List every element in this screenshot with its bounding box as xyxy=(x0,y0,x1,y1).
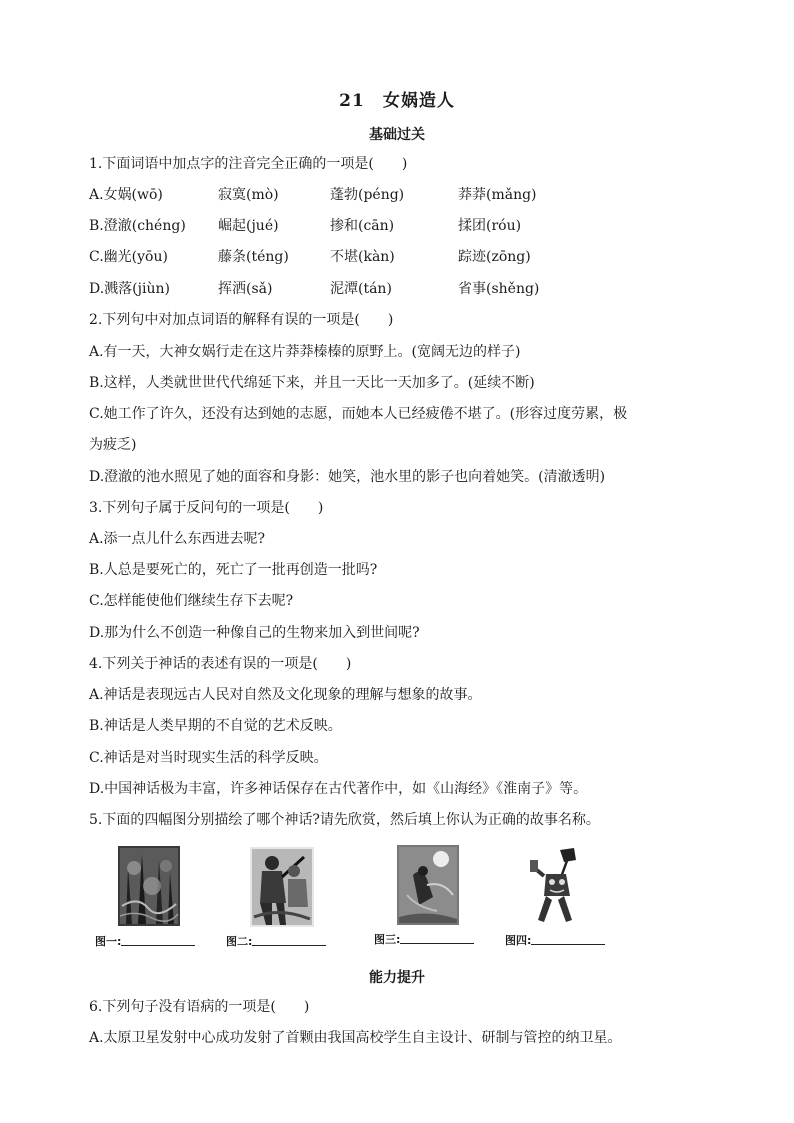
q6-option-a: A.太原卫星发射中心成功发射了首颗由我国高校学生自主设计、研制与管控的纳卫星。 xyxy=(89,1030,622,1046)
figure-4-image xyxy=(526,846,588,926)
q2-option-c: C.她工作了许久，还没有达到她的志愿，而她本人已经疲倦不堪了。(形容过度劳累，极 xyxy=(89,406,628,422)
page-title: 21 女娲造人 xyxy=(339,91,455,111)
q2-option-a: A.有一天，大神女娲行走在这片莽莽榛榛的原野上。(宽阔无边的样子) xyxy=(89,344,521,360)
q3-option-d: D.那为什么不创造一种像自己的生物来加入到世间呢? xyxy=(89,625,420,641)
q2-option-d: D.澄澈的池水照见了她的面容和身影：她笑，池水里的影子也向着她笑。(清澈透明) xyxy=(89,469,606,485)
q1-option: 揉团(róu) xyxy=(458,218,522,234)
question-1-stem: 1.下面词语中加点字的注音完全正确的一项是( ) xyxy=(89,156,408,172)
question-6-stem: 6.下列句子没有语病的一项是( ) xyxy=(89,999,310,1015)
caption-label: 图一: xyxy=(95,935,122,948)
question-3-stem: 3.下列句子属于反问句的一项是( ) xyxy=(89,500,324,516)
q1-option: 蓬勃(péng) xyxy=(330,187,405,203)
q1-option: 莽莽(mǎng) xyxy=(458,187,537,203)
figure-3-caption xyxy=(374,931,474,947)
q1-option: 泥潭(tán) xyxy=(330,281,392,297)
q1-option: 踪迹(zōng) xyxy=(458,249,531,265)
figure-3-image xyxy=(397,845,459,925)
q1-option: A.女娲(wō) xyxy=(89,187,163,203)
q4-option-d: D.中国神话极为丰富，许多神话保存在古代著作中，如《山海经》《淮南子》等。 xyxy=(89,781,588,797)
q1-option: 藤条(téng) xyxy=(218,249,289,265)
q2-option-b: B.这样，人类就世世代代绵延下来，并且一天比一天加多了。(延续不断) xyxy=(89,375,535,391)
figure-1-image xyxy=(118,846,180,926)
q4-option-c: C.神话是对当时现实生活的科学反映。 xyxy=(89,750,328,766)
figure-2-caption xyxy=(226,933,326,949)
q3-option-c: C.怎样能使他们继续生存下去呢? xyxy=(89,593,294,609)
section-heading-advanced: 能力提升 xyxy=(369,970,425,986)
caption-label: 图二: xyxy=(226,935,253,948)
figure-4-caption xyxy=(505,932,605,948)
q3-option-b: B.人总是要死亡的，死亡了一批再创造一批吗? xyxy=(89,562,378,578)
q1-option: D.溅落(jiùn) xyxy=(89,281,170,297)
question-4-stem: 4.下列关于神话的表述有误的一项是( ) xyxy=(89,656,352,672)
q1-option: 省事(shěng) xyxy=(458,281,540,297)
q4-option-b: B.神话是人类早期的不自觉的艺术反映。 xyxy=(89,718,342,734)
q1-option: 不堪(kàn) xyxy=(330,249,395,265)
q3-option-a: A.添一点儿什么东西进去呢? xyxy=(89,531,266,547)
q1-option: C.幽光(yōu) xyxy=(89,249,168,265)
q1-option: B.澄澈(chéng) xyxy=(89,218,186,234)
question-5-stem: 5.下面的四幅图分别描绘了哪个神话?请先欣赏，然后填上你认为正确的故事名称。 xyxy=(89,812,600,828)
q1-option: 挥洒(sǎ) xyxy=(218,281,273,297)
caption-label: 图三: xyxy=(374,933,401,946)
answer-blank[interactable] xyxy=(252,935,326,946)
q1-option: 崛起(jué) xyxy=(218,218,279,234)
question-2-stem: 2.下列句中对加点词语的解释有误的一项是( ) xyxy=(89,312,394,328)
figure-2-image xyxy=(250,847,314,927)
section-heading-basic: 基础过关 xyxy=(369,127,425,143)
caption-label: 图四: xyxy=(505,934,532,947)
figure-1-caption xyxy=(95,933,195,949)
answer-blank[interactable] xyxy=(531,934,605,945)
answer-blank[interactable] xyxy=(400,933,474,944)
q4-option-a: A.神话是表现远古人民对自然及文化现象的理解与想象的故事。 xyxy=(89,687,482,703)
q1-option: 掺和(cān) xyxy=(330,218,395,234)
answer-blank[interactable] xyxy=(121,935,195,946)
q1-option: 寂寞(mò) xyxy=(218,187,279,203)
q2-option-c-continued: 为疲乏) xyxy=(89,437,137,453)
